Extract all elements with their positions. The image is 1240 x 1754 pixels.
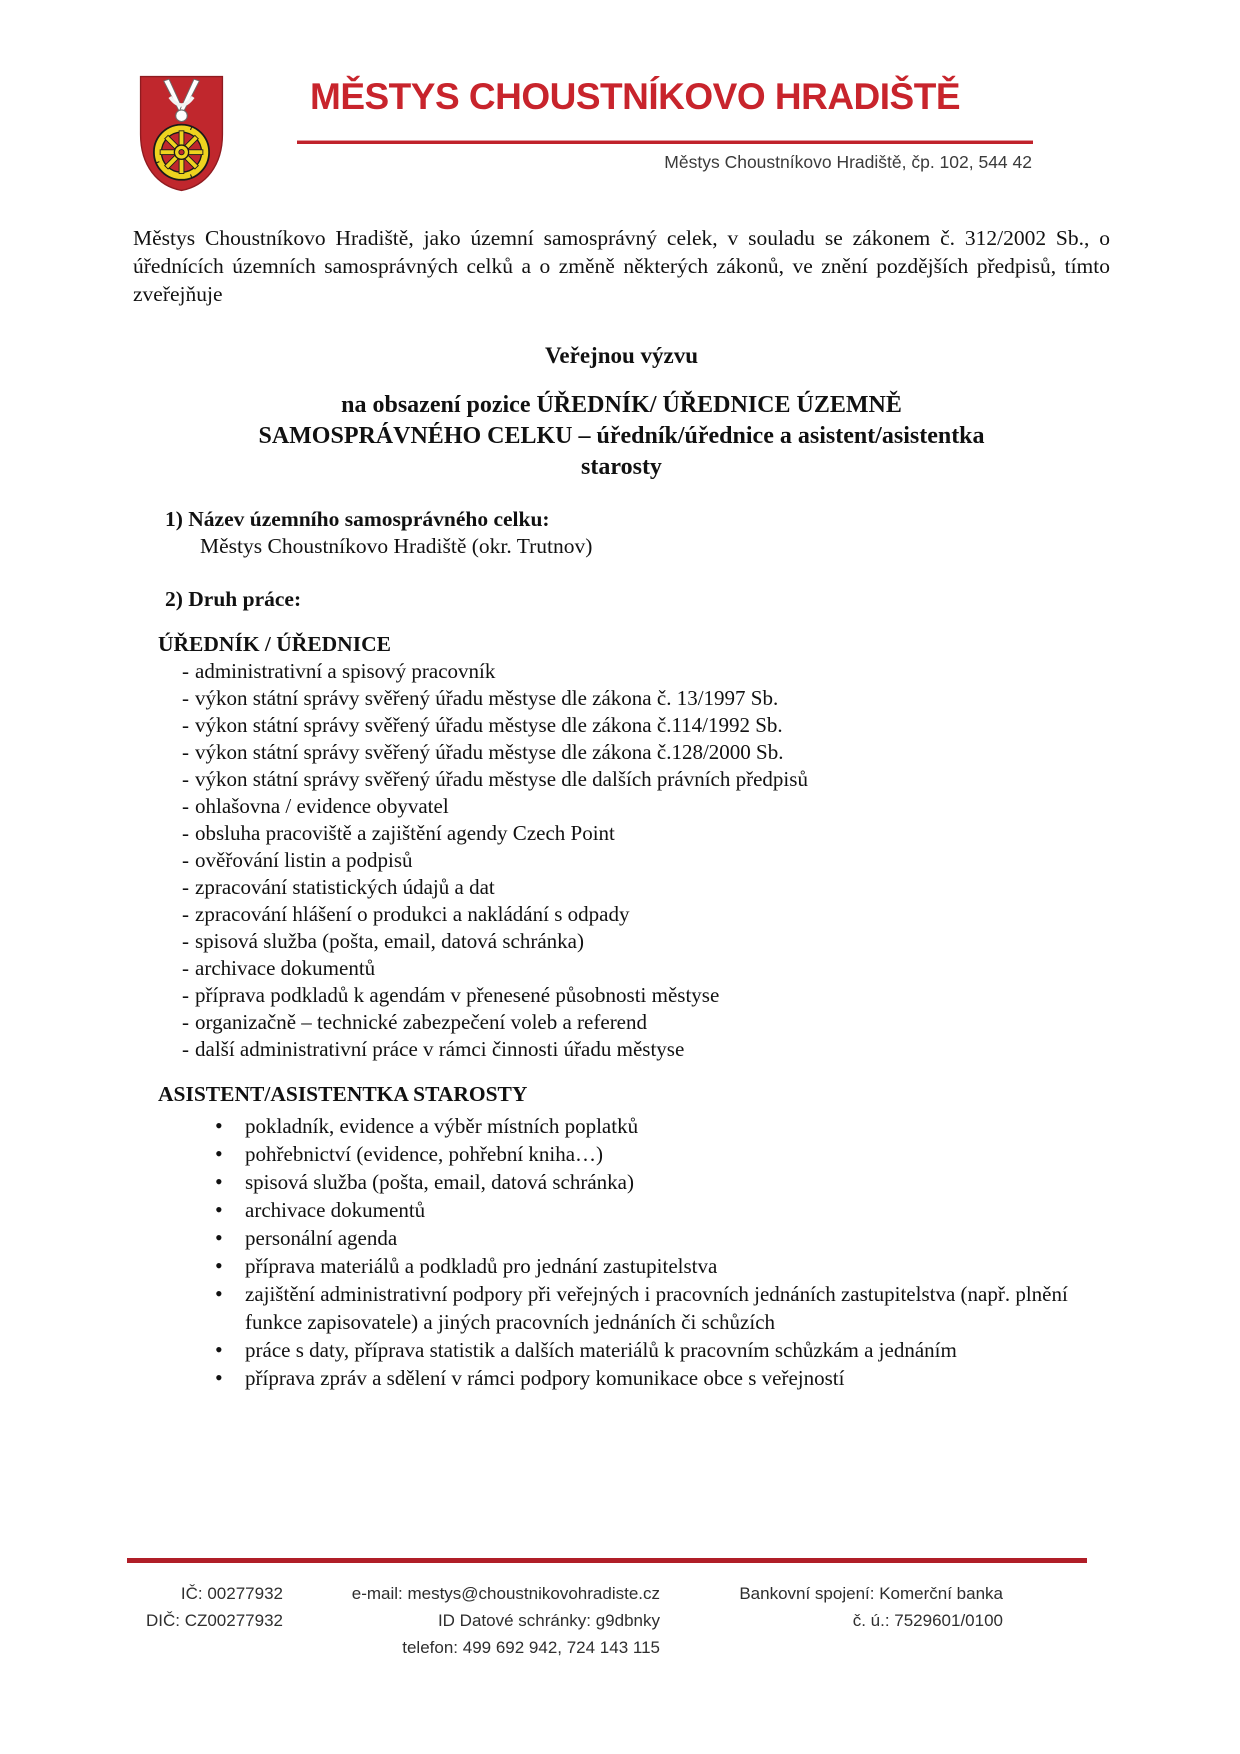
intro-paragraph: Městys Choustníkovo Hradiště, jako územní samosprávný celek, v souladu se zákonem č. 312/2002 Sb., o úřednících územních samosprávných celků a o změně některých zákonů, ve znění pozdějších předpisů, tímto zveřejňuje <box>133 226 1110 306</box>
asistent-role-heading: ASISTENT/ASISTENTKA STAROSTY <box>158 1082 528 1106</box>
duty-item: • archivace dokumentů <box>133 1196 1110 1224</box>
municipal-coat-of-arms-icon <box>137 73 226 194</box>
duty-item: - výkon státní správy svěřený úřadu městyse dle zákona č. 13/1997 Sb. <box>133 685 1110 712</box>
duty-item: - spisová služba (pošta, email, datová schránka) <box>133 928 1110 955</box>
duty-item: - příprava podkladů k agendám v přenesené působnosti městyse <box>133 982 1110 1009</box>
urednik-duty-list <box>133 658 1110 1063</box>
header-divider-rule <box>297 140 1033 144</box>
duty-item: • spisová služba (pošta, email, datová schránka) <box>133 1168 1110 1196</box>
footer-ic: IČ: 00277932 <box>180 1584 283 1603</box>
duty-item: • pokladník, evidence a výběr místních poplatků <box>133 1112 1110 1140</box>
position-heading-line-3: starosty <box>581 454 662 480</box>
footer-contact-column <box>300 1580 660 1661</box>
document-body <box>133 224 1110 1392</box>
duty-item: • příprava zpráv a sdělení v rámci podpory komunikace obce s veřejností <box>133 1364 1110 1392</box>
duty-item: - organizačně – technické zabezpečení voleb a referend <box>133 1009 1110 1036</box>
duty-item: • pohřebnictví (evidence, pohřební kniha…) <box>133 1140 1110 1168</box>
duty-item: • zajištění administrativní podpory při veřejných i pracovních jednáních zastupitelstva (např. plnění funkce zapisovatele) a jiných pracovních jednáních či schůzích <box>133 1280 1110 1336</box>
duty-item: - obsluha pracoviště a zajištění agendy Czech Point <box>133 820 1110 847</box>
section-1-heading: 1) Název územního samosprávného celku: <box>165 507 550 531</box>
footer-phone: telefon: 499 692 942, 724 143 115 <box>402 1638 660 1657</box>
footer-bank: Bankovní spojení: Komerční banka <box>739 1584 1003 1603</box>
position-heading-line-1: na obsazení pozice ÚŘEDNÍK/ ÚŘEDNICE ÚZEMNĚ <box>341 392 902 418</box>
duty-item: • příprava materiálů a podkladů pro jednání zastupitelstva <box>133 1252 1110 1280</box>
duty-item: • práce s daty, příprava statistik a dalších materiálů k pracovním schůzkám a jednáním <box>133 1336 1110 1364</box>
announcement-title: Veřejnou výzvu <box>544 343 699 368</box>
urednik-role-heading: ÚŘEDNÍK / ÚŘEDNICE <box>158 632 391 656</box>
duty-item: - administrativní a spisový pracovník <box>133 658 1110 685</box>
duty-item: - zpracování hlášení o produkci a nakládání s odpady <box>133 901 1110 928</box>
header-address-line: Městys Choustníkovo Hradiště, čp. 102, 544 42 <box>664 152 1032 172</box>
municipality-title: MĚSTYS CHOUSTNÍKOVO HRADIŠTĚ <box>310 76 960 117</box>
section-2-heading: 2) Druh práce: <box>165 587 302 611</box>
duty-item: - ohlašovna / evidence obyvatel <box>133 793 1110 820</box>
footer-databox: ID Datové schránky: g9dbnky <box>437 1611 660 1630</box>
footer-dic: DIČ: CZ00277932 <box>145 1611 283 1630</box>
duty-item: - výkon státní správy svěřený úřadu městyse dle dalších právních předpisů <box>133 766 1110 793</box>
duty-item: - archivace dokumentů <box>133 955 1110 982</box>
duty-item: - ověřování listin a podpisů <box>133 847 1110 874</box>
duty-item: • personální agenda <box>133 1224 1110 1252</box>
footer-email: e-mail: mestys@choustnikovohradiste.cz <box>351 1584 660 1603</box>
duty-item: - další administrativní práce v rámci činnosti úřadu městyse <box>133 1036 1110 1063</box>
duty-item: - výkon státní správy svěřený úřadu městyse dle zákona č.128/2000 Sb. <box>133 739 1110 766</box>
duty-item: - zpracování statistických údajů a dat <box>133 874 1110 901</box>
announcement-position-heading <box>133 390 1110 483</box>
footer-registration-column <box>127 1580 283 1634</box>
footer <box>0 1580 1240 1670</box>
position-heading-line-2: SAMOSPRÁVNÉHO CELKU – úředník/úřednice a asistent/asistentka <box>258 423 985 449</box>
footer-divider-rule <box>127 1558 1087 1563</box>
footer-account: č. ú.: 7529601/0100 <box>852 1611 1003 1630</box>
footer-bank-column <box>717 1580 1003 1634</box>
asistent-duty-list <box>133 1112 1110 1392</box>
duty-item: - výkon státní správy svěřený úřadu městyse dle zákona č.114/1992 Sb. <box>133 712 1110 739</box>
section-1-value: Městys Choustníkovo Hradiště (okr. Trutnov) <box>200 534 593 558</box>
